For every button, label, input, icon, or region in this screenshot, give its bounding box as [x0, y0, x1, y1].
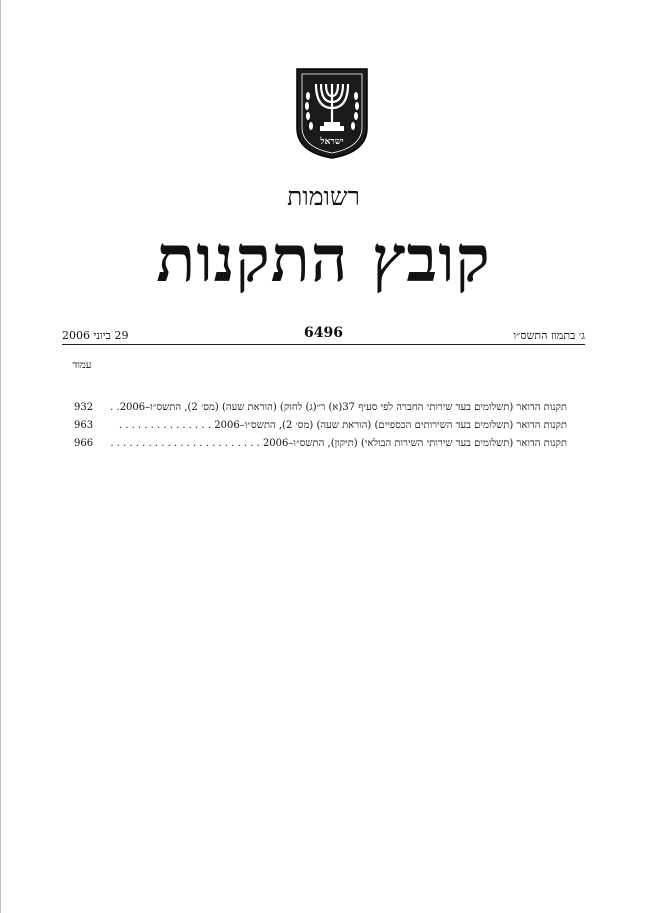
- toc-entry-title: תקנות הדואר (תשלומים בעד שירותי החברה לפי סעיף 37(א) ר״(ג) לחוק) (הוראת שעה) (מס׳ 2), התשס״ו–2006. .: [110, 402, 567, 413]
- table-of-contents: [62, 399, 567, 453]
- page-column-label: עמוד: [72, 360, 92, 371]
- toc-entry-title: תקנות הדואר (תשלומים בעד שירותי השירות הבולאי) (תיקון), התשס״ו–2006 . . . . . . . . . . . . . . . . . . . . . . . .: [110, 438, 567, 449]
- publisher-name: רשומות: [287, 182, 360, 211]
- gregorian-date: 29 ביוני 2006: [62, 329, 129, 342]
- hebrew-date: ג׳ בתמוז התשס״ו: [513, 329, 585, 342]
- toc-entry-title: תקנות הדואר (תשלומים בעד השירותים הכספיים) (הוראת שעה) (מס׳ 2), התשס״ו–2006 . . . . . . . . . . . . . . .: [118, 420, 567, 431]
- page-edge: [0, 0, 1, 913]
- toc-entry-page: 932: [74, 402, 94, 413]
- toc-entry-page: 966: [74, 438, 94, 449]
- issue-row: [62, 325, 585, 343]
- toc-entry[interactable]: [62, 435, 567, 453]
- page-title: קובץ התקנות: [156, 222, 491, 297]
- toc-entry-page: 963: [74, 420, 94, 431]
- state-emblem-icon: [294, 66, 370, 160]
- svg-text:ישראל: ישראל: [320, 137, 344, 147]
- issue-number: 6496: [304, 325, 343, 341]
- header-divider: [62, 344, 585, 345]
- toc-entry[interactable]: [62, 417, 567, 435]
- toc-entry[interactable]: [62, 399, 567, 417]
